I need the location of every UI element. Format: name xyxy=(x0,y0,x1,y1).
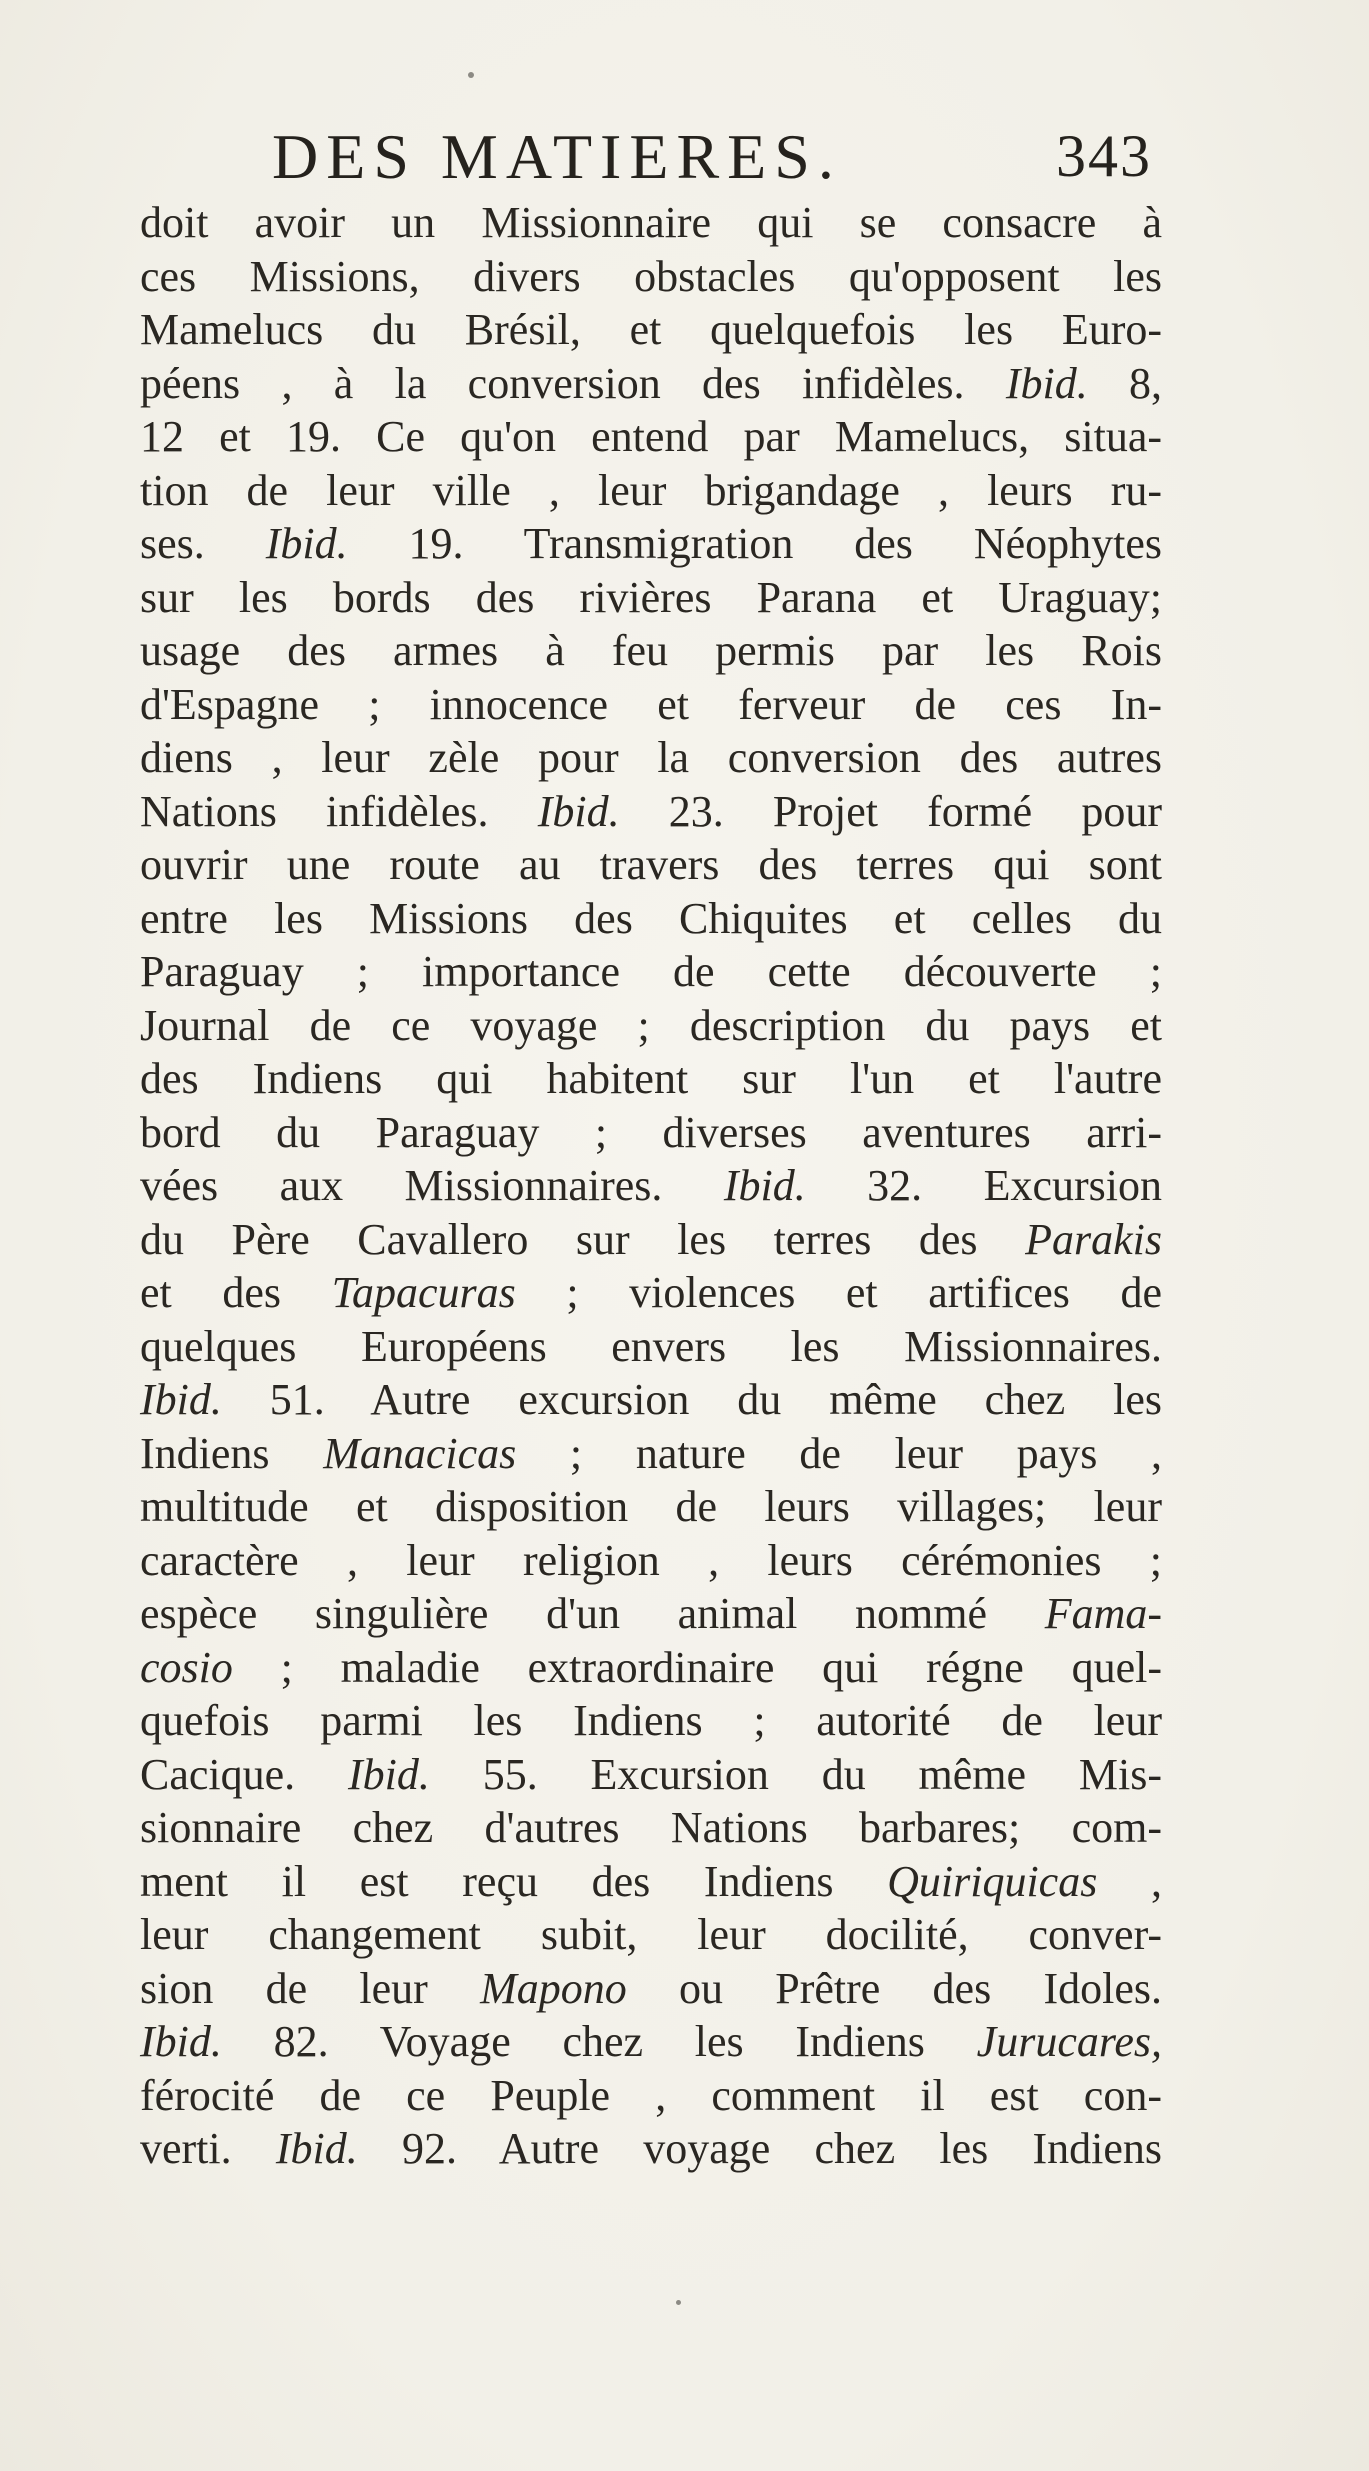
text-run: ces Missions, divers obstacles qu'opposent les xyxy=(140,251,1162,301)
text-run: diens , leur zèle pour la conversion des autres xyxy=(140,733,1162,782)
text-run: ses. xyxy=(140,519,266,568)
text-run: , xyxy=(1097,1856,1162,1906)
text-line xyxy=(140,1427,1162,1481)
text-line xyxy=(140,1373,1162,1427)
italic-run: Jurucares, xyxy=(976,2017,1162,2066)
text-run: d'Espagne ; innocence et ferveur de ces In- xyxy=(140,679,1162,729)
text-line xyxy=(140,731,1162,785)
text-run: Indiens xyxy=(140,1428,324,1478)
text-line xyxy=(140,1266,1162,1320)
text-run: 92. Autre voyage chez les Indiens xyxy=(357,2124,1162,2173)
text-line xyxy=(140,1855,1162,1909)
text-line xyxy=(140,678,1162,732)
italic-run: Ibid. xyxy=(347,1749,430,1799)
text-line xyxy=(140,196,1162,250)
text-line xyxy=(140,1320,1162,1374)
text-line xyxy=(140,1052,1162,1106)
text-run: péens , à la conversion des infidèles. xyxy=(140,358,1006,408)
text-line xyxy=(140,1480,1162,1534)
italic-run: Fama- xyxy=(1044,1589,1162,1638)
text-run: entre les Missions des Chiquites et celles du xyxy=(140,893,1162,943)
text-line xyxy=(140,1106,1162,1160)
text-line xyxy=(140,357,1162,411)
text-line xyxy=(140,1159,1162,1213)
index-body-text xyxy=(140,196,1162,2176)
text-line xyxy=(140,785,1162,839)
text-run: multitude et disposition de leurs villages; leur xyxy=(140,1482,1162,1531)
text-line xyxy=(140,517,1162,571)
text-run: espèce singulière d'un animal nommé xyxy=(140,1589,1045,1638)
text-line xyxy=(140,1641,1162,1695)
text-run: ; nature de leur pays , xyxy=(516,1428,1163,1478)
text-line xyxy=(140,1534,1162,1588)
text-line xyxy=(140,1801,1162,1855)
text-line xyxy=(140,1587,1162,1641)
text-run: sur les bords des rivières Parana et Uraguay; xyxy=(140,572,1162,622)
italic-run: Ibid. xyxy=(1005,358,1088,408)
text-run: 82. Voyage chez les Indiens xyxy=(221,2017,977,2066)
text-run: 8, xyxy=(1087,358,1163,408)
text-line xyxy=(140,2122,1162,2176)
italic-run: Ibid. xyxy=(265,519,348,568)
text-line xyxy=(140,2069,1162,2123)
text-run: verti. xyxy=(140,2124,276,2173)
italic-run: Ibid. xyxy=(275,2124,358,2173)
text-run: 55. Excursion du même Mis- xyxy=(429,1749,1162,1799)
text-run: tion de leur ville , leur brigandage , leurs ru- xyxy=(140,465,1162,515)
text-run: quefois parmi les Indiens ; autorité de leur xyxy=(140,1696,1162,1745)
text-run: des Indiens qui habitent sur l'un et l'autre xyxy=(140,1054,1162,1103)
text-line xyxy=(140,303,1162,357)
text-line xyxy=(140,945,1162,999)
text-run: usage des armes à feu permis par les Rois xyxy=(140,626,1162,675)
text-run: vées aux Missionnaires. xyxy=(140,1161,724,1210)
text-line xyxy=(140,250,1162,304)
text-run: 51. Autre excursion du même chez les xyxy=(221,1375,1162,1424)
italic-run: Manacicas xyxy=(323,1428,517,1478)
text-run: 32. Excursion xyxy=(805,1161,1162,1210)
text-line xyxy=(140,1694,1162,1748)
text-run: bord du Paraguay ; diverses aventures arri- xyxy=(140,1107,1162,1157)
text-run: sion de leur xyxy=(140,1963,481,2013)
page-header xyxy=(272,120,1152,200)
paper-speck xyxy=(468,72,474,78)
italic-run: Ibid. xyxy=(537,786,620,836)
text-run: Mamelucs du Brésil, et quelquefois les Euro- xyxy=(140,305,1162,354)
text-run: sionnaire chez d'autres Nations barbares; com- xyxy=(140,1803,1162,1852)
text-run: Paraguay ; importance de cette découverte ; xyxy=(140,947,1162,996)
italic-run: Ibid. xyxy=(723,1161,806,1210)
running-head: DES MATIERES. xyxy=(272,121,842,192)
italic-run: cosio xyxy=(140,1642,233,1692)
text-run: Journal de ce voyage ; description du pays et xyxy=(140,1000,1162,1050)
italic-run: Quiriquicas xyxy=(887,1856,1098,1906)
text-run: du Père Cavallero sur les terres des xyxy=(140,1214,1026,1264)
text-run: quelques Européens envers les Missionnaires. xyxy=(140,1321,1162,1371)
text-run: Cacique. xyxy=(140,1749,348,1799)
text-line xyxy=(140,1748,1162,1802)
text-line xyxy=(140,1908,1162,1962)
text-line xyxy=(140,1962,1162,2016)
paper-speck xyxy=(676,2300,681,2305)
text-run: 19. Transmigration des Néophytes xyxy=(347,519,1162,568)
text-line xyxy=(140,838,1162,892)
italic-run: Mapono xyxy=(480,1963,627,2013)
text-run: ouvrir une route au travers des terres qui sont xyxy=(140,840,1162,889)
text-run: leur changement subit, leur docilité, conver- xyxy=(140,1910,1162,1959)
text-run: 23. Projet formé pour xyxy=(619,786,1162,836)
text-line xyxy=(140,892,1162,946)
text-run: Nations infidèles. xyxy=(140,786,538,836)
italic-run: Ibid. xyxy=(140,2017,222,2066)
text-run: ment il est reçu des Indiens xyxy=(140,1856,888,1906)
text-run: 12 et 19. Ce qu'on entend par Mamelucs, situa- xyxy=(140,412,1162,461)
text-run: ; maladie extraordinaire qui régne quel- xyxy=(232,1642,1162,1692)
italic-run: Tapacuras xyxy=(331,1268,516,1317)
page-number: 343 xyxy=(1056,123,1152,189)
text-line xyxy=(140,464,1162,518)
text-run: caractère , leur religion , leurs cérémonies ; xyxy=(140,1535,1162,1585)
text-run: férocité de ce Peuple , comment il est con- xyxy=(140,2070,1162,2120)
text-line xyxy=(140,410,1162,464)
text-run: ou Prêtre des Idoles. xyxy=(626,1963,1162,2013)
text-line xyxy=(140,999,1162,1053)
text-run: et des xyxy=(140,1268,332,1317)
text-line xyxy=(140,571,1162,625)
text-line xyxy=(140,624,1162,678)
italic-run: Parakis xyxy=(1025,1214,1162,1264)
text-run: ; violences et artifices de xyxy=(515,1268,1163,1317)
text-run: doit avoir un Missionnaire qui se consacre à xyxy=(140,198,1162,247)
italic-run: Ibid. xyxy=(140,1375,222,1424)
text-line xyxy=(140,2015,1162,2069)
text-line xyxy=(140,1213,1162,1267)
